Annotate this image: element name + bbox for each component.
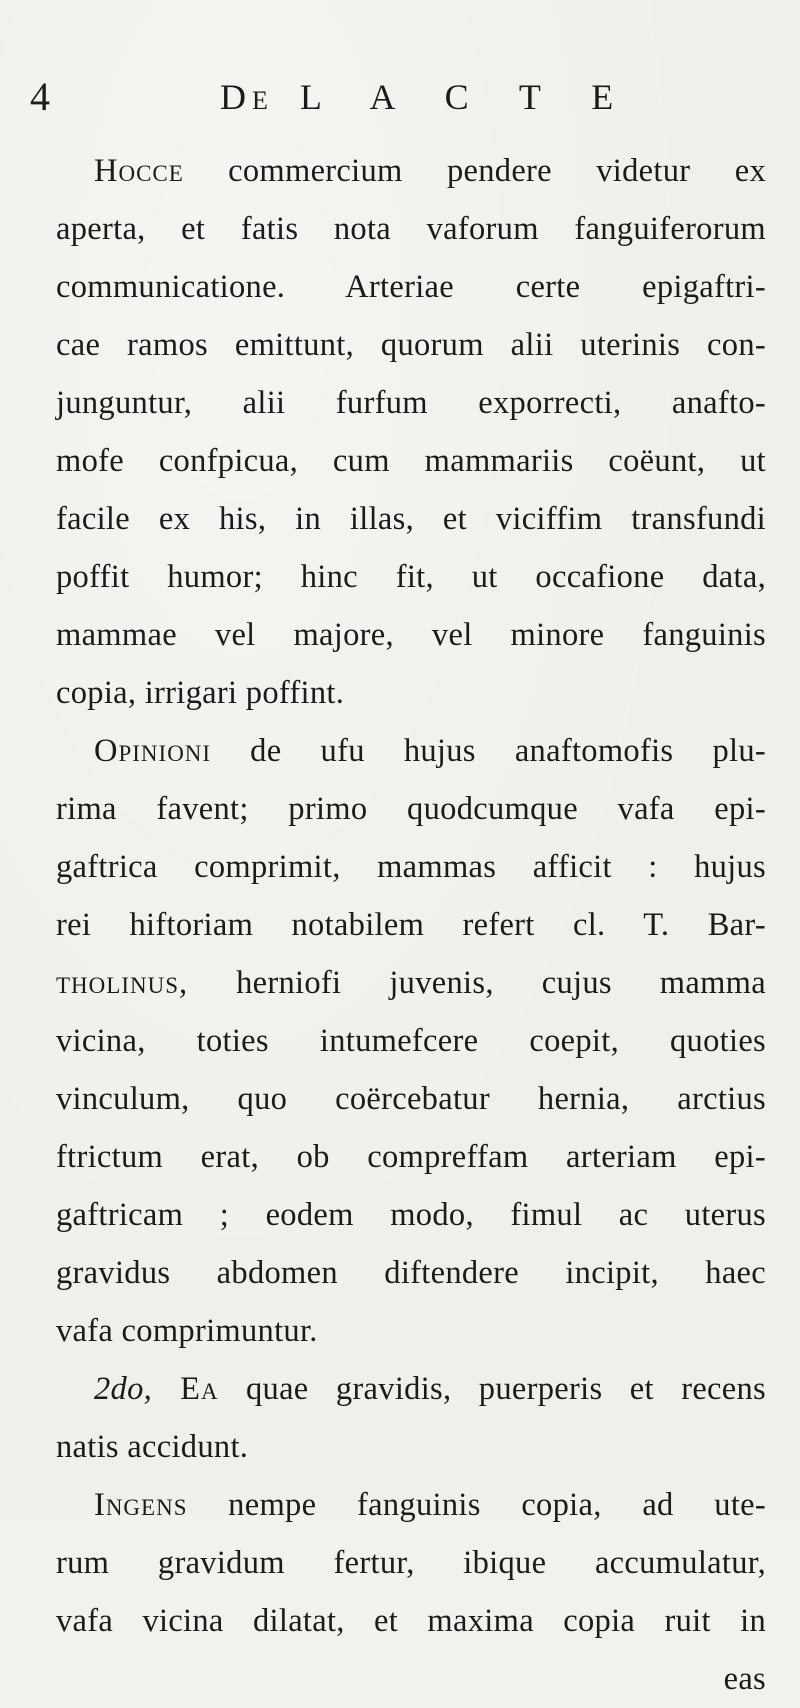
text-line: vafa comprimuntur. — [56, 1313, 318, 1349]
text-line: aperta, et fatis nota vaforum fanguiferorum — [56, 211, 766, 247]
body-text — [56, 142, 766, 1708]
page-header — [30, 72, 770, 122]
text-line: rei hiftoriam notabilem refert cl. T. Bar- — [56, 907, 766, 943]
text-line: mofe confpicua, cum mammariis coëunt, ut — [56, 443, 766, 479]
catchword: eas — [723, 1661, 766, 1697]
text-line: gravidus abdomen diftendere incipit, haec — [56, 1255, 766, 1291]
text-line: mammae vel majore, vel minore fanguinis — [56, 617, 766, 653]
text-line: rum gravidum fertur, ibique accumulatur, — [56, 1545, 766, 1581]
text-line: rima favent; primo quodcumque vafa epi- — [56, 791, 766, 827]
text-line: copia, irrigari poffint. — [56, 675, 345, 711]
text-line: gaftrica comprimit, mammas afficit : hujus — [56, 849, 766, 885]
text-line: vinculum, quo coërcebatur hernia, arctius — [56, 1081, 766, 1117]
text-line: vafa vicina dilatat, et maxima copia ruit in — [56, 1603, 766, 1639]
text-line: junguntur, alii furfum exporrecti, anafto- — [56, 385, 766, 421]
text-line: facile ex his, in illas, et viciffim transfundi — [56, 501, 766, 537]
text-line: 2do, Ea quae gravidis, puerperis et recens — [94, 1371, 766, 1407]
page-number: 4 — [30, 74, 50, 119]
text-line: ftrictum erat, ob compreffam arteriam epi- — [56, 1139, 766, 1175]
text-line: Opinioni de ufu hujus anaftomofis plu- — [94, 733, 766, 769]
running-head-de: DE — [220, 77, 274, 117]
text-line: vicina, toties intumefcere coepit, quoties — [56, 1023, 766, 1059]
running-head-title: L A C T E — [299, 77, 635, 117]
running-head — [220, 72, 634, 126]
text-line: natis accidunt. — [56, 1429, 249, 1465]
text-line: Ingens nempe fanguinis copia, ad ute- — [94, 1487, 766, 1523]
text-line: poffit humor; hinc fit, ut occafione data, — [56, 559, 766, 595]
text-line: cae ramos emittunt, quorum alii uterinis con- — [56, 327, 766, 363]
text-line: gaftricam ; eodem modo, fimul ac uterus — [56, 1197, 766, 1233]
text-line: tholinus, herniofi juvenis, cujus mamma — [56, 965, 766, 1001]
text-line: communicatione. Arteriae certe epigaftri- — [56, 269, 766, 305]
text-line: Hocce commercium pendere videtur ex — [94, 153, 766, 189]
